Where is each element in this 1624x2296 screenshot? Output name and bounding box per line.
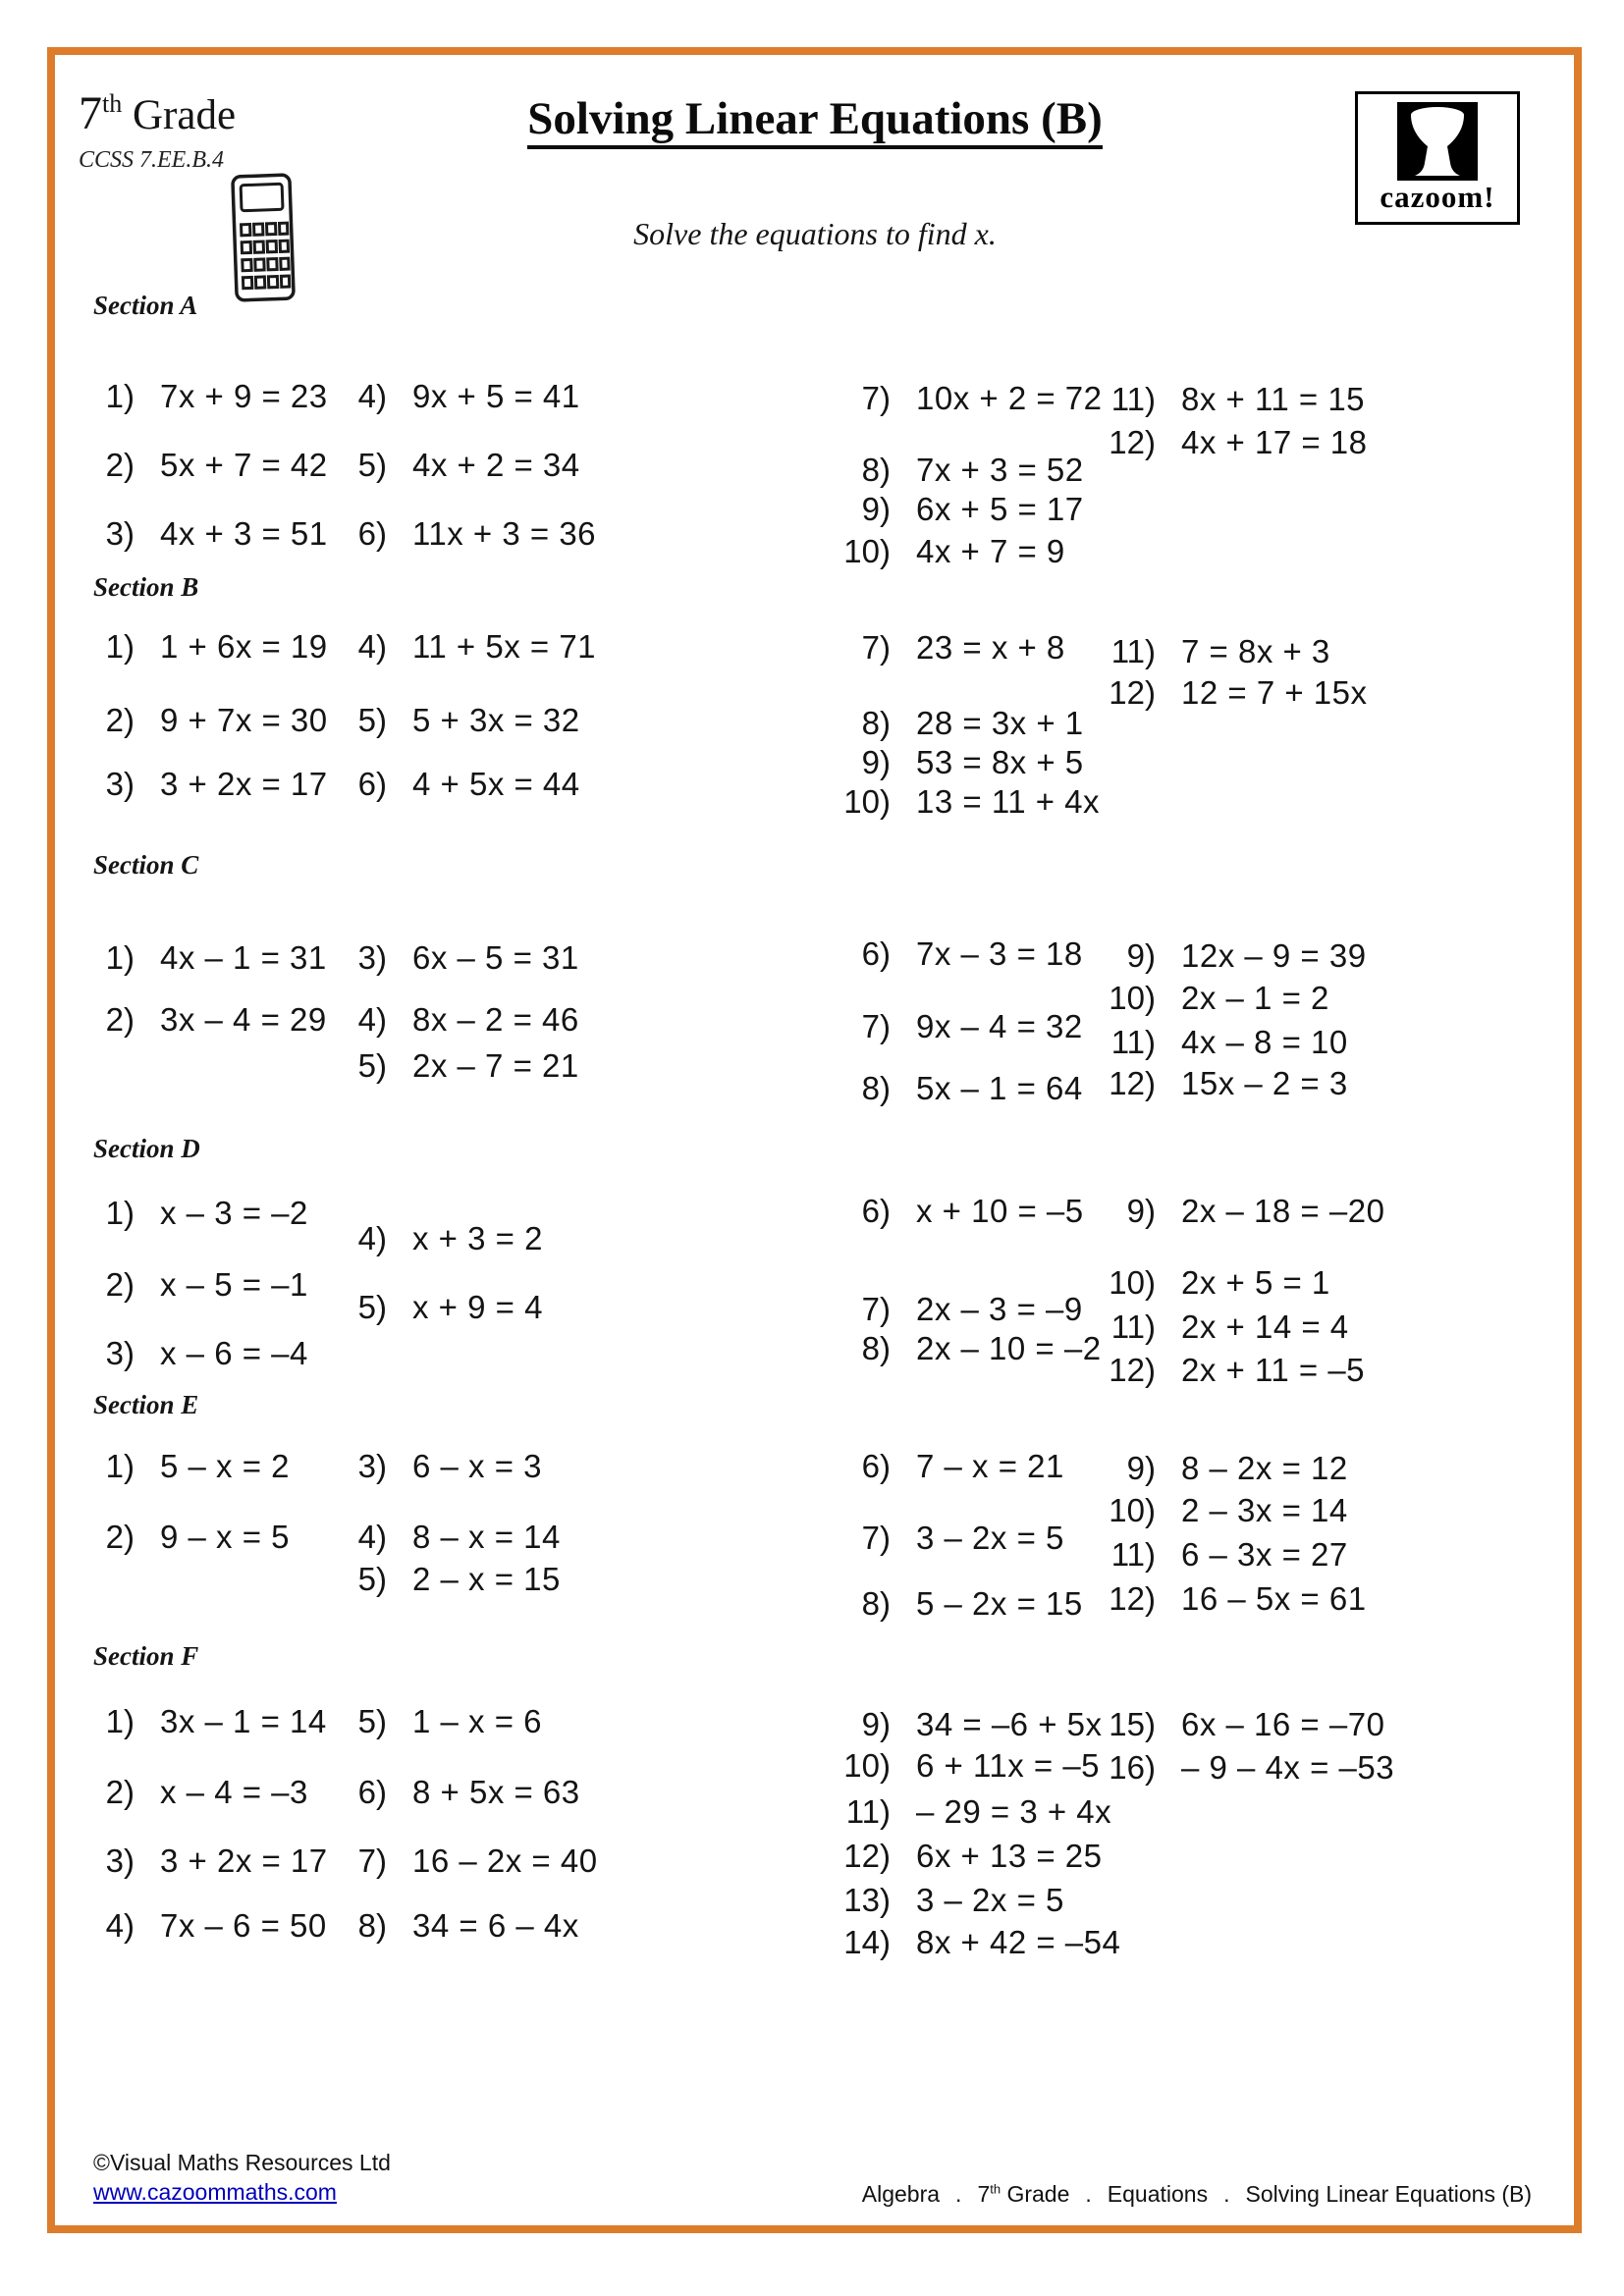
problem-number: 3) bbox=[105, 1842, 135, 1879]
problem-row bbox=[346, 1220, 543, 1257]
problem-equation: 3 + 2x = 17 bbox=[160, 1842, 328, 1879]
problem-number: 11) bbox=[1110, 633, 1156, 669]
problem-equation: 2x – 3 = –9 bbox=[916, 1291, 1083, 1327]
problem-equation: 2x + 5 = 1 bbox=[1181, 1264, 1330, 1301]
problem-row bbox=[93, 1266, 308, 1304]
section-heading-a: Section A bbox=[93, 291, 198, 320]
section-heading-b: Section B bbox=[93, 572, 199, 602]
problem-row bbox=[346, 515, 596, 553]
problem-equation: 7x – 3 = 18 bbox=[916, 935, 1083, 972]
problem-number: 2) bbox=[105, 702, 135, 738]
problem-row bbox=[346, 1001, 579, 1039]
problem-row bbox=[346, 1842, 598, 1880]
problem-equation: 8 + 5x = 63 bbox=[412, 1774, 580, 1810]
problem-number: 6) bbox=[357, 766, 387, 802]
problem-number: 11) bbox=[1110, 1024, 1156, 1060]
problem-equation: 16 – 5x = 61 bbox=[1181, 1580, 1367, 1617]
problem-number: 3) bbox=[105, 1335, 135, 1371]
problem-number: 7) bbox=[861, 1520, 891, 1556]
problem-equation: x – 6 = –4 bbox=[160, 1335, 308, 1371]
problem-number: 10) bbox=[1109, 1264, 1156, 1301]
cazoom-logo bbox=[1355, 91, 1520, 225]
problem-number: 7) bbox=[357, 1842, 387, 1879]
problem-equation: 7 = 8x + 3 bbox=[1181, 633, 1330, 669]
problem-equation: 3x – 4 = 29 bbox=[160, 1001, 327, 1038]
problem-number: 4) bbox=[105, 1907, 135, 1944]
breadcrumb-topic: Algebra bbox=[861, 2181, 941, 2207]
problem-row bbox=[93, 515, 328, 553]
problem-number: 7) bbox=[861, 1008, 891, 1044]
problem-equation: 6x + 13 = 25 bbox=[916, 1838, 1103, 1874]
problem-row bbox=[820, 629, 1065, 667]
problem-number: 4) bbox=[357, 1001, 387, 1038]
problem-equation: 7 – x = 21 bbox=[916, 1448, 1064, 1484]
problem-equation: 1 + 6x = 19 bbox=[160, 628, 328, 665]
problem-row bbox=[93, 1519, 290, 1556]
problem-number: 11) bbox=[1110, 1536, 1156, 1573]
problem-equation: x + 9 = 4 bbox=[412, 1289, 543, 1325]
problem-number: 11) bbox=[1110, 1308, 1156, 1345]
problem-number: 7) bbox=[861, 629, 891, 666]
problem-row bbox=[820, 1747, 1100, 1785]
problem-equation: 34 = –6 + 5x bbox=[916, 1706, 1103, 1742]
problem-row bbox=[346, 766, 580, 803]
problem-number: 1) bbox=[105, 1448, 135, 1484]
problem-row bbox=[1085, 1749, 1394, 1787]
problem-equation: 53 = 8x + 5 bbox=[916, 744, 1084, 780]
problem-row bbox=[346, 628, 596, 666]
problem-equation: 1 – x = 6 bbox=[412, 1703, 543, 1739]
problem-number: 5) bbox=[357, 1703, 387, 1739]
problem-number: 6) bbox=[357, 515, 387, 552]
problem-row bbox=[1085, 1065, 1348, 1102]
problem-number: 3) bbox=[105, 766, 135, 802]
problem-row bbox=[820, 491, 1084, 528]
problem-row bbox=[93, 1195, 308, 1232]
problem-equation: 34 = 6 – 4x bbox=[412, 1907, 579, 1944]
problem-number: 12) bbox=[1109, 1580, 1156, 1617]
problem-number: 13) bbox=[843, 1882, 891, 1918]
breadcrumb bbox=[862, 2181, 1532, 2208]
problem-equation: 5 + 3x = 32 bbox=[412, 702, 580, 738]
problem-number: 5) bbox=[357, 702, 387, 738]
problem-equation: 23 = x + 8 bbox=[916, 629, 1065, 666]
problem-equation: 6x – 16 = –70 bbox=[1181, 1706, 1385, 1742]
problem-equation: x + 3 = 2 bbox=[412, 1220, 543, 1256]
section-heading-c: Section C bbox=[93, 850, 199, 880]
problem-equation: 8 – 2x = 12 bbox=[1181, 1450, 1348, 1486]
problem-row bbox=[346, 1774, 580, 1811]
problem-row bbox=[820, 1924, 1120, 1961]
section-heading-d: Section D bbox=[93, 1134, 200, 1163]
problem-number: 12) bbox=[1109, 674, 1156, 711]
problem-equation: 3 + 2x = 17 bbox=[160, 766, 328, 802]
problem-row bbox=[346, 1289, 543, 1326]
problem-equation: 8x + 11 = 15 bbox=[1181, 381, 1366, 417]
problem-row bbox=[346, 939, 579, 977]
problem-equation: x – 4 = –3 bbox=[160, 1774, 308, 1810]
problem-row bbox=[1085, 1536, 1348, 1574]
problem-number: 12) bbox=[1109, 1065, 1156, 1101]
problem-number: 1) bbox=[105, 1703, 135, 1739]
problem-row bbox=[820, 1838, 1102, 1875]
problem-number: 10) bbox=[1109, 980, 1156, 1016]
problem-row bbox=[346, 702, 580, 739]
problem-row bbox=[820, 380, 1102, 417]
problem-row bbox=[1085, 1352, 1365, 1389]
problem-number: 12) bbox=[1109, 1352, 1156, 1388]
problem-number: 4) bbox=[357, 1220, 387, 1256]
section-heading-f: Section F bbox=[93, 1641, 199, 1671]
problem-row bbox=[346, 1448, 542, 1485]
ccss-label: CCSS 7.EE.B.4 bbox=[79, 147, 224, 173]
problem-row bbox=[820, 1070, 1083, 1107]
grade-label: 7th Grade bbox=[79, 87, 237, 139]
problem-number: 5) bbox=[357, 1047, 387, 1084]
logo-drum-icon bbox=[1397, 102, 1478, 181]
problem-number: 8) bbox=[861, 1330, 891, 1366]
problem-row bbox=[346, 1561, 561, 1598]
problem-equation: 2x – 1 = 2 bbox=[1181, 980, 1329, 1016]
problem-equation: 13 = 11 + 4x bbox=[916, 783, 1101, 820]
problem-number: 10) bbox=[843, 1747, 891, 1784]
problem-row bbox=[820, 1291, 1083, 1328]
problem-number: 16) bbox=[1109, 1749, 1156, 1786]
problem-equation: 3 – 2x = 5 bbox=[916, 1882, 1064, 1918]
problem-equation: 6 – x = 3 bbox=[412, 1448, 543, 1484]
problem-number: 3) bbox=[105, 515, 135, 552]
problem-number: 14) bbox=[843, 1924, 891, 1960]
problem-number: 2) bbox=[105, 1001, 135, 1038]
problem-equation: 2 – x = 15 bbox=[412, 1561, 561, 1597]
problem-number: 9) bbox=[1126, 1193, 1156, 1229]
problem-row bbox=[820, 1793, 1111, 1831]
problem-row bbox=[1085, 633, 1330, 670]
problem-row bbox=[1085, 1264, 1330, 1302]
problem-equation: x – 5 = –1 bbox=[160, 1266, 308, 1303]
problem-row bbox=[820, 783, 1100, 821]
problem-equation: 2x + 14 = 4 bbox=[1181, 1308, 1349, 1345]
breadcrumb-separator: . bbox=[1223, 2181, 1230, 2207]
website-link[interactable]: www.cazoommaths.com bbox=[93, 2179, 337, 2205]
problem-equation: 5x – 1 = 64 bbox=[916, 1070, 1083, 1106]
problem-number: 7) bbox=[861, 380, 891, 416]
problem-number: 5) bbox=[357, 447, 387, 483]
problem-equation: 8x + 42 = –54 bbox=[916, 1924, 1121, 1960]
problem-row bbox=[346, 1047, 579, 1085]
problem-number: 8) bbox=[861, 705, 891, 741]
problem-number: 8) bbox=[861, 1585, 891, 1622]
problem-equation: 4x – 1 = 31 bbox=[160, 939, 327, 976]
problem-row bbox=[1085, 381, 1365, 418]
problem-equation: 15x – 2 = 3 bbox=[1181, 1065, 1348, 1101]
problem-equation: 6x – 5 = 31 bbox=[412, 939, 579, 976]
problem-row bbox=[1085, 1492, 1348, 1529]
problem-equation: 8 – x = 14 bbox=[412, 1519, 561, 1555]
problem-row bbox=[1085, 1706, 1384, 1743]
problem-row bbox=[346, 1907, 579, 1945]
problem-row bbox=[1085, 1580, 1367, 1618]
problem-row bbox=[93, 766, 328, 803]
problem-equation: 7x – 6 = 50 bbox=[160, 1907, 327, 1944]
problem-equation: 7x + 3 = 52 bbox=[916, 452, 1084, 488]
problem-row bbox=[346, 1703, 542, 1740]
problem-number: 6) bbox=[861, 1193, 891, 1229]
problem-number: 2) bbox=[105, 1266, 135, 1303]
problem-equation: 11x + 3 = 36 bbox=[412, 515, 597, 552]
problem-row bbox=[820, 452, 1084, 489]
problem-number: 9) bbox=[861, 744, 891, 780]
problem-row bbox=[820, 744, 1084, 781]
problem-row bbox=[1085, 424, 1367, 461]
problem-number: 1) bbox=[105, 939, 135, 976]
problem-equation: x + 10 = –5 bbox=[916, 1193, 1084, 1229]
problem-equation: 9 + 7x = 30 bbox=[160, 702, 328, 738]
problem-row bbox=[1085, 1193, 1384, 1230]
problem-row bbox=[820, 1882, 1064, 1919]
problem-number: 9) bbox=[1126, 1450, 1156, 1486]
problem-number: 10) bbox=[843, 783, 891, 820]
page-border bbox=[47, 47, 1582, 2233]
problem-row bbox=[1085, 674, 1367, 712]
problem-number: 2) bbox=[105, 1774, 135, 1810]
problem-number: 12) bbox=[1109, 424, 1156, 460]
problem-equation: 4x + 2 = 34 bbox=[412, 447, 580, 483]
problem-row bbox=[820, 1706, 1102, 1743]
problem-number: 4) bbox=[357, 628, 387, 665]
problem-row bbox=[820, 705, 1084, 742]
problem-row bbox=[93, 1001, 327, 1039]
breadcrumb-separator: . bbox=[1085, 2181, 1092, 2207]
problem-equation: – 29 = 3 + 4x bbox=[916, 1793, 1112, 1830]
problem-equation: 8x – 2 = 46 bbox=[412, 1001, 579, 1038]
problem-row bbox=[93, 702, 328, 739]
problem-row bbox=[820, 1585, 1083, 1623]
instruction-text: Solve the equations to find x. bbox=[633, 216, 997, 251]
problem-number: 1) bbox=[105, 1195, 135, 1231]
problem-row bbox=[1085, 937, 1367, 975]
problem-equation: 10x + 2 = 72 bbox=[916, 380, 1103, 416]
problem-row bbox=[820, 533, 1065, 570]
problem-equation: 12 = 7 + 15x bbox=[1181, 674, 1368, 711]
problem-number: 9) bbox=[861, 491, 891, 527]
problem-row bbox=[93, 1774, 308, 1811]
breadcrumb-separator: . bbox=[955, 2181, 962, 2207]
problem-number: 4) bbox=[357, 1519, 387, 1555]
problem-equation: 9x + 5 = 41 bbox=[412, 378, 580, 414]
problem-equation: 11 + 5x = 71 bbox=[412, 628, 597, 665]
problem-equation: 3 – 2x = 5 bbox=[916, 1520, 1064, 1556]
problem-number: 7) bbox=[861, 1291, 891, 1327]
breadcrumb-grade: 7th Grade bbox=[977, 2181, 1070, 2207]
problem-number: 3) bbox=[357, 939, 387, 976]
problem-number: 8) bbox=[861, 1070, 891, 1106]
problem-number: 15) bbox=[1109, 1706, 1156, 1742]
problem-row bbox=[93, 1703, 327, 1740]
problem-number: 12) bbox=[843, 1838, 891, 1874]
problem-row bbox=[93, 939, 327, 977]
problem-equation: 5x + 7 = 42 bbox=[160, 447, 328, 483]
problem-number: 11) bbox=[845, 1793, 891, 1830]
problem-equation: 2 – 3x = 14 bbox=[1181, 1492, 1348, 1528]
problem-equation: – 9 – 4x = –53 bbox=[1181, 1749, 1395, 1786]
problem-equation: 6 – 3x = 27 bbox=[1181, 1536, 1348, 1573]
problem-equation: 4x + 17 = 18 bbox=[1181, 424, 1368, 460]
problem-equation: 2x – 7 = 21 bbox=[412, 1047, 579, 1084]
problem-equation: 9x – 4 = 32 bbox=[916, 1008, 1083, 1044]
problem-row bbox=[820, 935, 1083, 973]
problem-number: 6) bbox=[861, 1448, 891, 1484]
calculator-icon bbox=[230, 172, 298, 303]
problem-equation: 2x – 18 = –20 bbox=[1181, 1193, 1385, 1229]
problem-number: 8) bbox=[861, 452, 891, 488]
problem-equation: 16 – 2x = 40 bbox=[412, 1842, 598, 1879]
problem-equation: 3x – 1 = 14 bbox=[160, 1703, 327, 1739]
problem-row bbox=[93, 628, 328, 666]
problem-row bbox=[93, 447, 328, 484]
problem-row bbox=[93, 1335, 308, 1372]
problem-number: 10) bbox=[1109, 1492, 1156, 1528]
section-heading-e: Section E bbox=[93, 1390, 199, 1419]
problem-row bbox=[820, 1448, 1064, 1485]
problem-row bbox=[346, 447, 580, 484]
problem-number: 1) bbox=[105, 378, 135, 414]
breadcrumb-category: Equations bbox=[1107, 2181, 1209, 2207]
problem-equation: 12x – 9 = 39 bbox=[1181, 937, 1367, 974]
breadcrumb-page: Solving Linear Equations (B) bbox=[1245, 2181, 1532, 2207]
problem-equation: 7x + 9 = 23 bbox=[160, 378, 328, 414]
problem-number: 3) bbox=[357, 1448, 387, 1484]
problem-equation: 2x + 11 = –5 bbox=[1181, 1352, 1366, 1388]
problem-row bbox=[346, 1519, 561, 1556]
problem-number: 8) bbox=[357, 1907, 387, 1944]
problem-equation: 4x + 3 = 51 bbox=[160, 515, 328, 552]
problem-row bbox=[346, 378, 580, 415]
problem-row bbox=[93, 378, 328, 415]
problem-number: 1) bbox=[105, 628, 135, 665]
problem-row bbox=[820, 1520, 1064, 1557]
problem-row bbox=[93, 1448, 290, 1485]
problem-row bbox=[820, 1193, 1084, 1230]
problem-number: 11) bbox=[1110, 381, 1156, 417]
problem-number: 5) bbox=[357, 1561, 387, 1597]
problem-number: 2) bbox=[105, 447, 135, 483]
problem-equation: 4 + 5x = 44 bbox=[412, 766, 580, 802]
logo-wordmark: cazoom! bbox=[1380, 180, 1495, 214]
problem-equation: 28 = 3x + 1 bbox=[916, 705, 1084, 741]
problem-equation: 5 – x = 2 bbox=[160, 1448, 291, 1484]
problem-row bbox=[1085, 1450, 1348, 1487]
problem-number: 10) bbox=[843, 533, 891, 569]
problem-number: 4) bbox=[357, 378, 387, 414]
problem-equation: 6 + 11x = –5 bbox=[916, 1747, 1101, 1784]
problem-row bbox=[93, 1907, 327, 1945]
problem-number: 9) bbox=[861, 1706, 891, 1742]
problem-row bbox=[820, 1330, 1102, 1367]
problem-number: 6) bbox=[357, 1774, 387, 1810]
problem-number: 5) bbox=[357, 1289, 387, 1325]
problem-row bbox=[1085, 1308, 1349, 1346]
problem-equation: 2x – 10 = –2 bbox=[916, 1330, 1102, 1366]
copyright-text: ©Visual Maths Resources Ltd bbox=[93, 2150, 391, 2175]
problem-equation: 5 – 2x = 15 bbox=[916, 1585, 1083, 1622]
problem-row bbox=[1085, 1024, 1348, 1061]
problem-equation: 9 – x = 5 bbox=[160, 1519, 291, 1555]
problem-number: 9) bbox=[1126, 937, 1156, 974]
problem-row bbox=[820, 1008, 1083, 1045]
problem-row bbox=[1085, 980, 1329, 1017]
problem-number: 6) bbox=[861, 935, 891, 972]
problem-equation: 6x + 5 = 17 bbox=[916, 491, 1084, 527]
page-title: Solving Linear Equations (B) bbox=[527, 96, 1102, 149]
problem-row bbox=[93, 1842, 328, 1880]
problem-number: 2) bbox=[105, 1519, 135, 1555]
problem-equation: 4x – 8 = 10 bbox=[1181, 1024, 1348, 1060]
problem-equation: 4x + 7 = 9 bbox=[916, 533, 1065, 569]
problem-equation: x – 3 = –2 bbox=[160, 1195, 308, 1231]
